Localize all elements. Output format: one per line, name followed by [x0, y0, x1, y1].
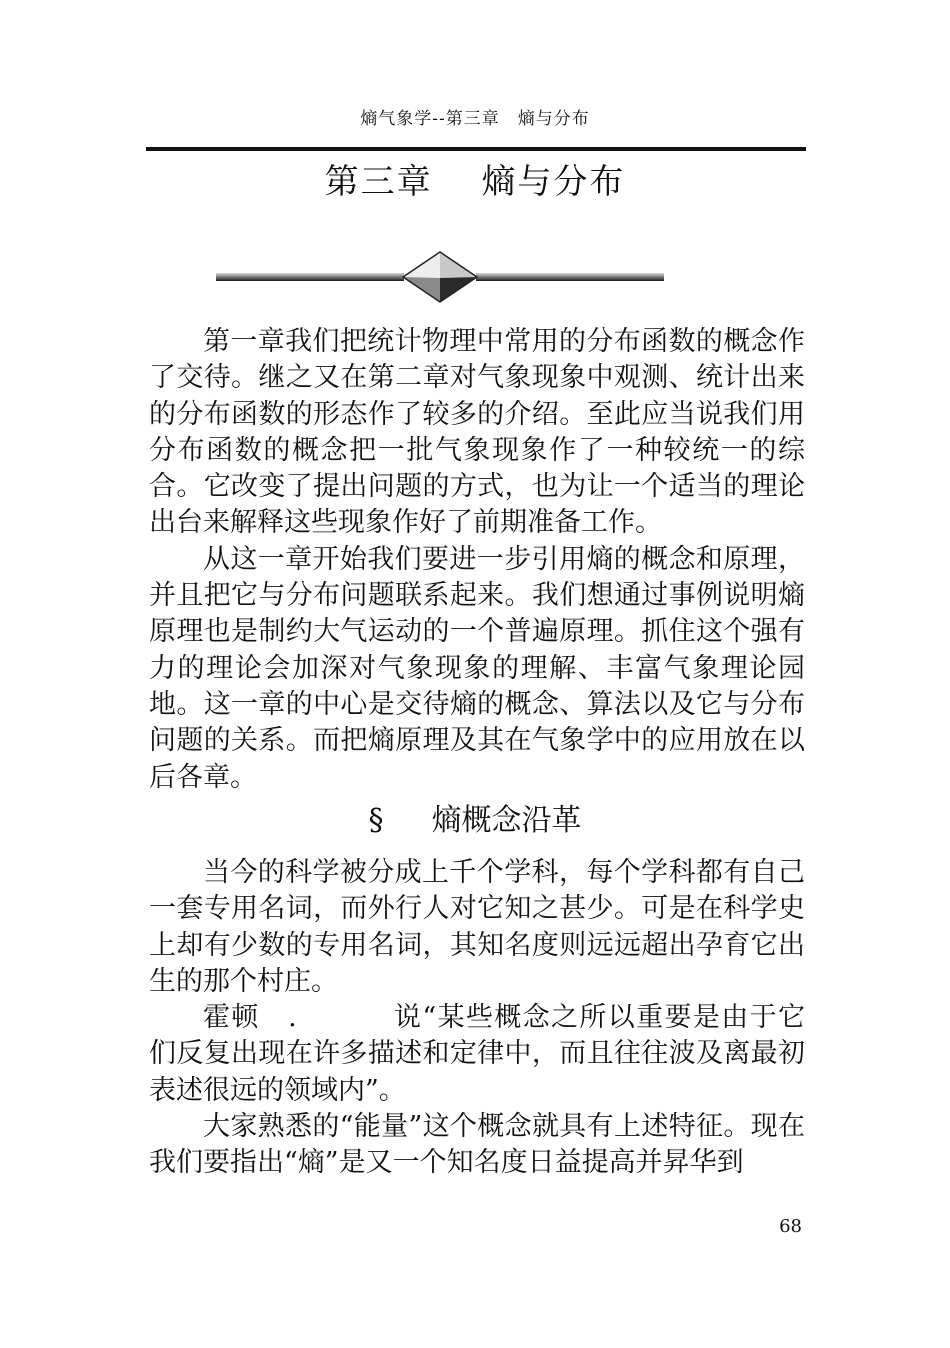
- chapter-title: 第三章 熵与分布: [324, 162, 626, 202]
- section-symbol: §: [368, 803, 384, 838]
- paragraph-3: 当今的科学被分成上千个学科，每个学科都有自己一套专用名词，而外行人对它知之甚少。可是在科学史上却有少数的专用名词，其知名度则远远超出孕育它出生的那个村庄。: [149, 857, 805, 997]
- section-heading: [0, 795, 950, 839]
- paragraph-2: 从这一章开始我们要进一步引用熵的概念和原理，并且把它与分布问题联系起来。我们想通过事例说明熵原理也是制约大气运动的一个普遍原理。抓住这个强有力的理论会加深对气象现象的理解、丰富气象理论园地。这一章的中心是交待熵的概念、算法以及它与分布问题的关系。而把熵原理及其在气象学中的应用放在以后各章。: [149, 543, 805, 793]
- diamond-ornament-icon: [214, 250, 666, 306]
- paragraph-4: [149, 1000, 805, 1109]
- section-title: 熵概念沿革: [431, 803, 582, 838]
- page-number: 68: [779, 1216, 802, 1237]
- paragraph-4-rest: 说“某些概念之所以重要是由于它们反复出现在许多描述和定律中，而且往往波及离最初表述很远的领域内”。: [149, 1002, 805, 1106]
- paragraph-5: 大家熟悉的“能量”这个概念就具有上述特征。现在我们要指出“熵”是又一个知名度日益提高并昇华到: [149, 1111, 805, 1179]
- intro-text: [149, 324, 805, 796]
- header-rule: [146, 147, 806, 151]
- section-text: [149, 855, 805, 1182]
- running-header: 熵气象学--第三章 熵与分布: [360, 109, 590, 129]
- paragraph-1: 第一章我们把统计物理中常用的分布函数的概念作了交待。继之又在第二章对气象现象中观测、统计出来的分布函数的形态作了较多的介绍。至此应当说我们用分布函数的概念把一批气象现象作了一种较统一的综合。它改变了提出问题的方式，也为让一个适当的理论出台来解释这些现象作好了前期准备工作。: [149, 326, 805, 539]
- paragraph-4-start: 霍顿 .: [203, 1002, 297, 1034]
